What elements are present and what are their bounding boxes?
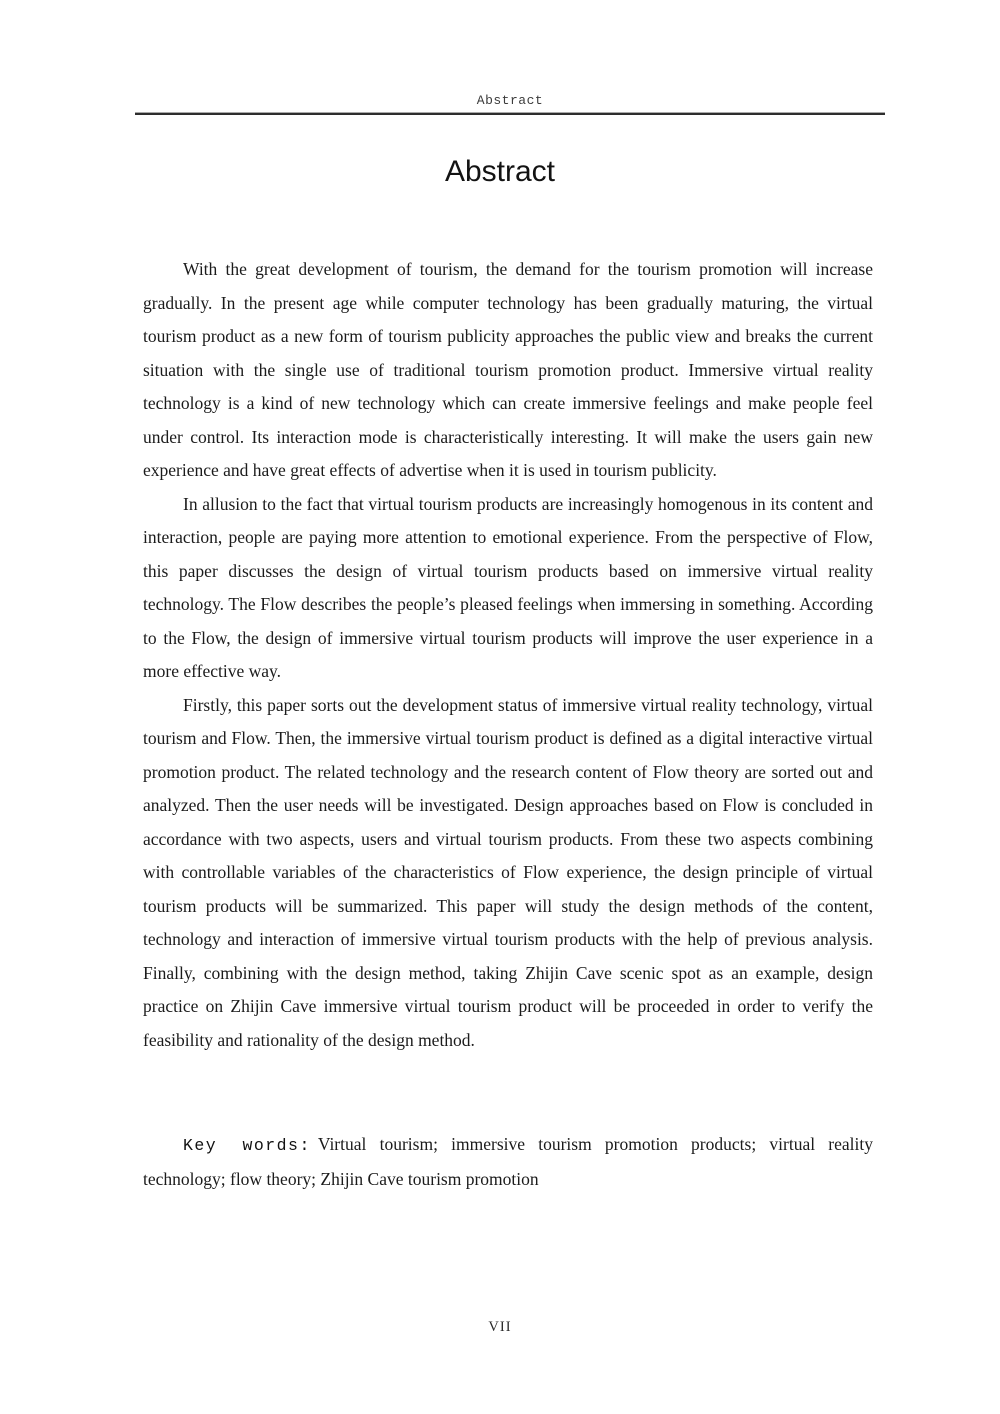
page-number: VII [488, 1319, 512, 1335]
header-rule [135, 112, 885, 115]
page-title: Abstract [444, 155, 556, 188]
abstract-paragraph-3: Firstly, this paper sorts out the development status of immersive virtual reality technology, virtual tourism and Flow. Then, the immersive virtual tourism product is defined as a digital interactive virtual promotion product. The related technology and the research content of Flow theory are sorted out and analyzed. Then the user needs will be investigated. Design approaches based on Flow is concluded in accordance with two aspects, users and virtual tourism products. From these two aspects combining with controllable variables of the characteristics of Flow experience, the design principle of virtual tourism products will be summarized. This paper will study the design methods of the content, technology and interaction of immersive virtual tourism products with the help of previous analysis. Finally, combining with the design method, taking Zhijin Cave scenic spot as an example, design practice on Zhijin Cave immersive virtual tourism product will be proceeded in order to verify the feasibility and rationality of the design method. [143, 694, 873, 1050]
abstract-body [143, 253, 873, 1196]
page-footer [0, 1318, 1000, 1336]
abstract-paragraph-2: In allusion to the fact that virtual tourism products are increasingly homogenous in its content and interaction, people are paying more attention to emotional experience. From the perspective of Flow, this paper discusses the design of virtual tourism products based on immersive virtual reality technology. The Flow describes the people’s pleased feelings when immersing in something. According to the Flow, the design of immersive virtual tourism products will improve the user experience in a more effective way. [143, 493, 873, 681]
keywords-line [143, 1128, 873, 1196]
keywords-label: Key words: [183, 1136, 311, 1155]
running-header-title: Abstract [476, 93, 544, 108]
abstract-paragraph-1: With the great development of tourism, the demand for the tourism promotion will increase gradually. In the present age while computer technology has been gradually maturing, the virtual tourism product as a new form of tourism publicity approaches the public view and breaks the current situation with the single use of traditional tourism promotion product. Immersive virtual reality technology is a kind of new technology which can create immersive feelings and make people feel under control. Its interaction mode is characteristically interesting. It will make the users gain new experience and have great effects of advertise when it is used in tourism publicity. [143, 259, 873, 480]
page-header [135, 0, 885, 115]
keywords-text: Virtual tourism; immersive tourism promotion products; virtual reality technology; flow theory; Zhijin Cave tourism promotion [143, 1134, 873, 1189]
